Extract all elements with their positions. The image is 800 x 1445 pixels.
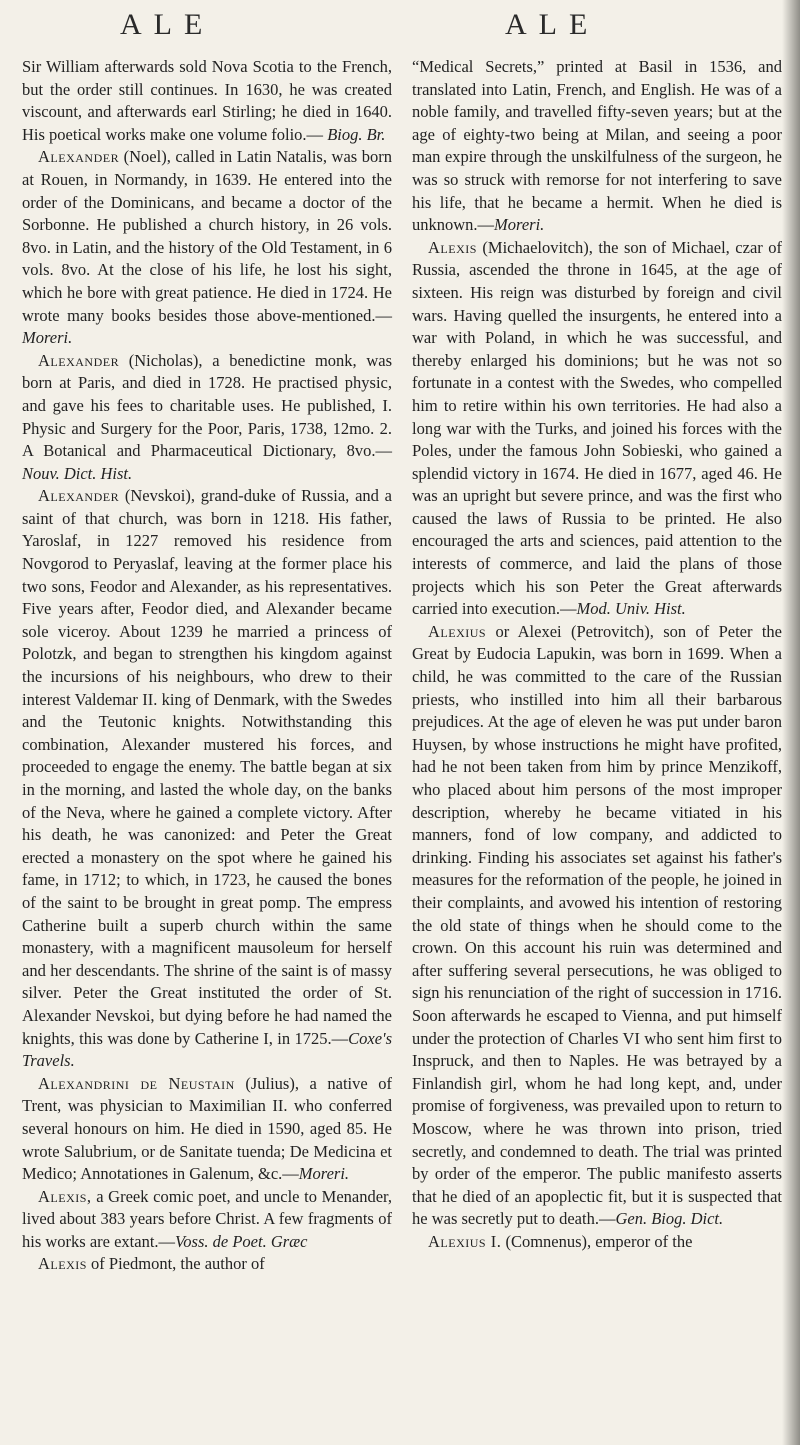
entry-source: Nouv. Dict. Hist. [22, 463, 133, 483]
entry [22, 350, 392, 486]
entry-source: Coxe's Travels. [22, 1028, 392, 1071]
running-head-right: ALE [505, 8, 600, 41]
right-column [412, 56, 782, 1253]
entry-body: (Nicholas), a benedictine monk, was born at Paris, and died in 1728. He practised physic, and gave his fees to charitable uses. He published, I. Physic and Surgery for the Poor, Paris, 1738, 12mo. 2. A Botanical and Pharmaceutical Dictionary, 8vo.— [22, 350, 392, 461]
entry [22, 485, 392, 1072]
entry-body: a Greek comic poet, and uncle to Menander, lived about 383 years before Christ. A few fragments of his works are extant.— [22, 1186, 393, 1251]
running-head-left: ALE [120, 8, 215, 41]
entry-body: “Medical Secrets,” printed at Basil in 1536, and translated into Latin, French, and English. He was of a noble family, and travelled fifty-seven years; but at the age of eighty-two being at Milan, and seeing a poor man expire through the unskilfulness of the surgeon, he was so struck with remorse for not interfering to save his life, that he became a hermit. When he died is unknown.— [412, 57, 782, 235]
entry [412, 1231, 782, 1254]
entry-headword: Alexandrini de Neustain [38, 1073, 235, 1093]
entry [22, 1186, 392, 1254]
entry [412, 56, 782, 237]
entry-headword: Alexander [38, 486, 120, 506]
entry-source: Biog. Br. [327, 124, 386, 144]
entry [22, 1253, 392, 1276]
entry-headword: Alexis [428, 237, 477, 257]
entry-body: (Comnenus), emperor of the [505, 1231, 693, 1251]
entry-body: Sir William afterwards sold Nova Scotia to the French, but the order still continues. In 1630, he was created viscount, and afterwards earl Stirling; he died in 1640. His poetical works make one volume folio.— [22, 57, 392, 144]
entry-source: Moreri. [494, 215, 545, 235]
entry-source: Voss. de Poet. Græc [175, 1231, 308, 1251]
entry-body: of Piedmont, the author of [91, 1254, 265, 1274]
entry-headword: Alexius I. [428, 1231, 502, 1251]
entry [412, 237, 782, 621]
entry-body: (Noel), called in Latin Natalis, was born at Rouen, in Normandy, in 1639. He entered into the order of the Dominicans, and became a doctor of the Sorbonne. He published a church history, in 26 vols. 8vo. in Latin, and the history of the Old Testament, in 6 vols. 8vo. At the close of his life, he lost his sight, which he bore with great patience. He died in 1724. He wrote many books besides those above-mentioned.— [22, 147, 393, 325]
entry [22, 1073, 392, 1186]
entry-body: (Nevskoi), grand-duke of Russia, and a saint of that church, was born in 1218. His father, Yaroslaf, in 1227 removed his residence from Novgorod to Peryaslaf, leaving at the former place his two sons, Feodor and Alexander, as his representatives. Five years after, Feodor died, and Alexander became sole viceroy. About 1239 he married a princess of Polotzk, and began to strengthen his kingdom against the incursions of his neighbours, who drew to their interest Valdemar II. king of Denmark, with the Swedes and the Teutonic knights. Notwithstanding this combination, Alexander mustered his forces, and proceeded to engage the enemy. The battle began at six in the morning, and lasted the whole day, on the banks of the Neva, where he gained a complete victory. After his death, he was canonized: and Peter the Great erected a monastery on the spot where he gained his fame, in 1712; to which, in 1723, he caused the bones of the saint to be brought in great pomp. The empress Catherine built a superb church within the same monastery, with a magnificent mausoleum for herself and her descendants. The shrine of the saint is of massy silver. Peter the Great instituted the order of St. Alexander Nevskoi, but dying before he had named the knights, this was done by Catherine I, in 1725.— [22, 486, 392, 1048]
entry [22, 146, 392, 349]
left-column [22, 56, 392, 1276]
entry-body: (Michaelovitch), the son of Michael, czar of Russia, ascended the throne in 1645, at the age of sixteen. His reign was disturbed by foreign and civil wars. Having quelled the insurgents, he entered into a war with Poland, in which he was successful, and thereby enlarged his dominions; but he was not so fortunate in a contest with the Swedes, who compelled him to retire within his own territories. He had also a long war with the Turks, and joined his forces with the Poles, under the famous John Sobieski, who gained a splendid victory in 1674. He died in 1677, aged 46. He was an upright but severe prince, and was the first who caused the laws of Russia to be printed. He also encouraged the arts and sciences, paid attention to the interests of commerce, and laid the plans of those projects which his son Peter the Great afterwards carried into execution.— [412, 237, 783, 619]
entry-source: Moreri. [298, 1164, 350, 1184]
entry-source: Moreri. [22, 328, 73, 348]
entry-source: Gen. Biog. Dict. [615, 1209, 724, 1229]
page-edge-shadow [782, 0, 800, 1445]
entry-body: or Alexei (Petrovitch), son of Peter the Great by Eudocia Lapukin, was born in 1699. When a child, he was committed to the care of the Russian priests, who instilled into him all their barbarous prejudices. At the age of eleven he was put under baron Huysen, by whose instructions he might have profited, had he not been taken from him by prince Menzikoff, who placed about him persons of the most improper description, whereby he became vitiated in his manners, fond of low company, and addicted to drinking. Finding his associates set against his father's measures for the reformation of the people, he joined in their complaints, and avowed his intention of restoring the old state of things when he should come to the crown. On this account his ruin was determined and after suffering several persecutions, he was obliged to sign his renunciation of the right of succession in 1716. Soon afterwards he escaped to Vienna, and put himself under the protection of Charles VI who sent him first to Inspruck, and then to Naples. He was betrayed by a Finlandish girl, whom he had long kept, and, under promise of forgiveness, was prevailed upon to return to Moscow, where he was thrown into prison, tried secretly, and condemned to death. The trial was printed by order of the emperor. The public manifesto asserts that he died of an apoplectic fit, but it is suspected that he was secretly put to death.— [412, 621, 783, 1229]
entry [412, 621, 782, 1231]
entry-headword: Alexis [38, 1254, 87, 1274]
entry [22, 56, 392, 146]
entry-headword: Alexius [428, 621, 487, 641]
entry-headword: Alexander [38, 350, 120, 370]
entry-body: (Julius), a native of Trent, was physician to Maximilian II. who conferred several honours on him. He died in 1590, aged 85. He wrote Salubrium, or de Sanitate tuenda; De Medicina et Medico; Annotationes in Galenum, &c.— [22, 1073, 393, 1184]
entry-headword: Alexis, [38, 1186, 92, 1206]
running-header [0, 8, 800, 48]
entry-headword: Alexander [38, 147, 120, 167]
entry-source: Mod. Univ. Hist. [576, 599, 686, 619]
